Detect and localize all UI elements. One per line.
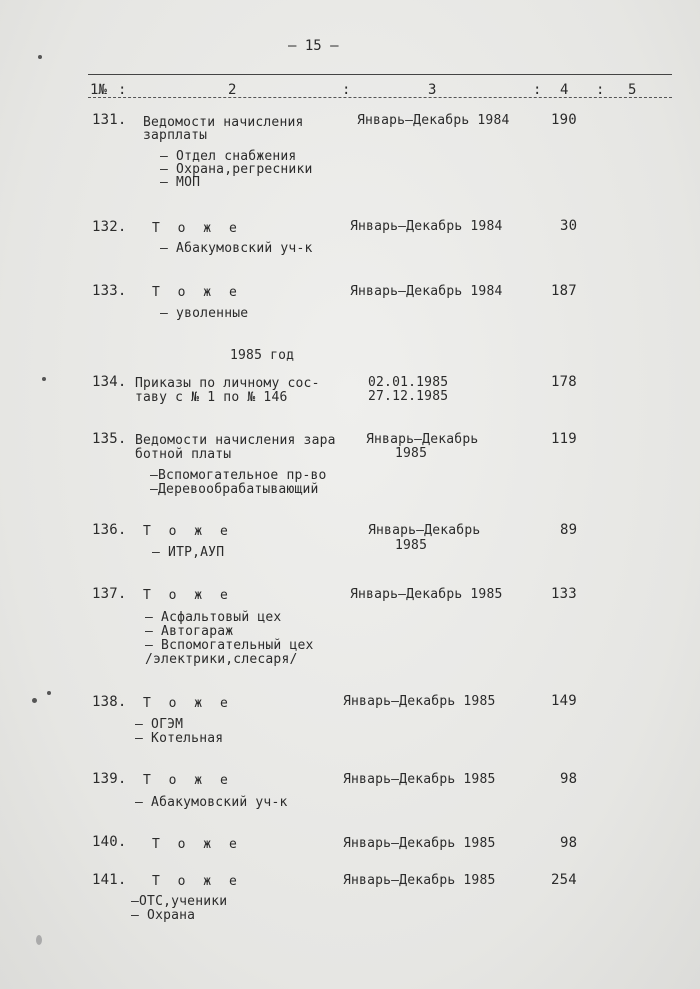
entry-number: 132. [92,219,127,235]
entry-title: Т о ж е [143,773,233,788]
entry-title: Т о ж е [152,221,242,236]
header-separator: : [118,82,127,98]
entry-subitem: – уволенные [160,306,249,321]
entry-title: Т о ж е [152,285,242,300]
entry-date: Январь–Декабрь [366,432,479,447]
entry-subitem: – Охрана [131,908,196,923]
entry-count: 98 [560,835,578,851]
entry-subitem: /электрики,слесаря/ [145,652,298,667]
entry-title: Т о ж е [143,588,233,603]
entry-date: Январь–Декабрь 1984 [357,113,510,128]
entry-number: 134. [92,374,127,390]
entry-title: Т о ж е [152,874,242,889]
entry-date: Январь–Декабрь 1985 [343,836,496,851]
entry-subitem: – ИТР,АУП [152,545,225,560]
entry-date: Январь–Декабрь 1985 [343,873,496,888]
entry-date: 27.12.1985 [368,389,449,404]
header-separator: : [533,82,542,98]
entry-count: 190 [551,112,577,128]
entry-subitem: – ОГЭМ [135,717,184,732]
entry-count: 133 [551,586,577,602]
entry-title: Т о ж е [152,837,242,852]
header-col-1: 1№ [90,82,107,98]
entry-count: 30 [560,218,578,234]
entry-subitem: – Отдел снабжения [160,149,297,164]
entry-count: 178 [551,374,577,390]
scan-speck [42,377,46,381]
entry-title: Ведомости начисления [143,115,304,130]
entry-date: Январь–Декабрь 1984 [350,219,503,234]
entry-number: 138. [92,694,127,710]
entry-title: зарплаты [143,128,208,143]
scan-speck [38,55,42,59]
entry-subitem: – Вспомогательный цех [145,638,314,653]
header-col-4: 4 [560,82,569,98]
header-separator: : [342,82,351,98]
entry-subitem: – Автогараж [145,624,234,639]
header-separator: : [596,82,605,98]
entry-date: 02.01.1985 [368,375,449,390]
entry-count: 149 [551,693,577,709]
entry-subitem: – МОП [160,175,201,190]
entry-title: ботной платы [135,447,232,462]
entry-number: 137. [92,586,127,602]
year-heading: 1985 год [230,348,295,363]
entry-date: Январь–Декабрь 1984 [350,284,503,299]
entry-subitem: – Абакумовский уч-к [135,795,288,810]
header-col-2: 2 [228,82,237,98]
header-top-rule [88,74,672,75]
entry-subitem: –ОТС,ученики [131,894,228,909]
entry-count: 254 [551,872,577,888]
entry-number: 133. [92,283,127,299]
entry-title: Приказы по личному сос- [135,376,320,391]
header-col-5: 5 [628,82,637,98]
entry-title: Т о ж е [143,524,233,539]
entry-title: таву с № 1 по № 146 [135,390,288,405]
entry-date: Январь–Декабрь [368,523,481,538]
entry-number: 136. [92,522,127,538]
entry-title: Т о ж е [143,696,233,711]
entry-subitem: –Деревообрабатывающий [150,482,319,497]
entry-date: Январь–Декабрь 1985 [343,772,496,787]
header-bottom-rule [88,97,672,98]
entry-date: Январь–Декабрь 1985 [350,587,503,602]
entry-date: Январь–Декабрь 1985 [343,694,496,709]
entry-count: 89 [560,522,578,538]
scan-speck [47,691,51,695]
entry-subitem: –Вспомогательное пр-во [150,468,327,483]
entry-subitem: – Котельная [135,731,224,746]
header-col-3: 3 [428,82,437,98]
entry-count: 187 [551,283,577,299]
entry-count: 119 [551,431,577,447]
entry-count: 98 [560,771,578,787]
entry-number: 131. [92,112,127,128]
entry-subitem: – Охрана,регресники [160,162,313,177]
entry-subitem: – Асфальтовый цех [145,610,282,625]
entry-number: 139. [92,771,127,787]
entry-title: Ведомости начисления зара [135,433,336,448]
scan-speck [36,935,42,945]
entry-date: 1985 [395,538,428,553]
entry-number: 141. [92,872,127,888]
entry-date: 1985 [395,446,428,461]
entry-subitem: – Абакумовский уч-к [160,241,313,256]
entry-number: 135. [92,431,127,447]
page-number: – 15 – [288,38,339,54]
scan-speck [32,698,37,703]
entry-number: 140. [92,834,127,850]
